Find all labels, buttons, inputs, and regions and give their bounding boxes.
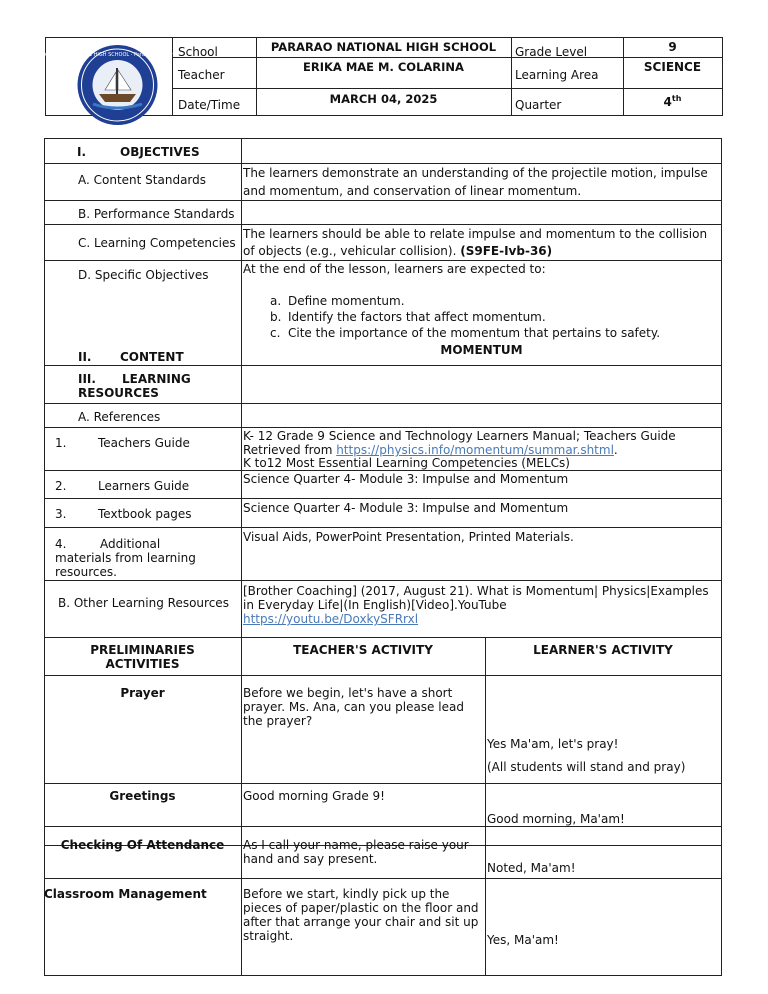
ref-2-value: Science Quarter 4- Module 3: Impulse and Momentum xyxy=(243,472,569,486)
learning-competencies-label: C. Learning Competencies xyxy=(78,236,236,250)
ref-1-line-1: K- 12 Grade 9 Science and Technology Learners Manual; Teachers Guide xyxy=(243,429,676,443)
greetings-label: Greetings xyxy=(109,789,176,803)
learner-activity-heading: LEARNER'S ACTIVITY xyxy=(533,643,673,657)
ref-1-line-3: K to12 Most Essential Learning Competencies (MELCs) xyxy=(243,456,570,470)
content-standards-line-2: and momentum, and conservation of linear momentum. xyxy=(243,184,582,198)
attendance-label: Checking Of Attendance xyxy=(60,838,225,852)
content-value: MOMENTUM xyxy=(440,343,523,357)
learning-competencies-line-1: The learners should be able to relate impulse and momentum to the collision xyxy=(243,227,708,241)
objectives-heading: OBJECTIVES xyxy=(120,145,200,159)
resources-heading-2: RESOURCES xyxy=(78,386,159,400)
teacher-value: ERIKA MAE M. COLARINA xyxy=(303,60,464,74)
specific-objectives-label: D. Specific Objectives xyxy=(78,268,209,282)
classroom-teacher-line-1: Before we start, kindly pick up the xyxy=(243,887,450,901)
grade-value: 9 xyxy=(668,40,677,54)
learning-competencies-line-2: of objects (e.g., vehicular collision). (S9FE-Ivb-36) xyxy=(243,244,553,258)
ref-3-label: Textbook pages xyxy=(98,507,192,521)
prayer-teacher-line-2: prayer. Ms. Ana, can you please lead xyxy=(243,700,464,714)
attendance-teacher-line-2: hand and say present. xyxy=(243,852,378,866)
classroom-management-label: Classroom Management xyxy=(44,887,207,901)
prayer-learner-line-1: Yes Ma'am, let's pray! xyxy=(487,737,619,751)
ref-4-label-2: materials from learning xyxy=(55,551,196,565)
greetings-teacher: Good morning Grade 9! xyxy=(243,789,385,803)
classroom-teacher-line-4: straight. xyxy=(243,929,294,943)
school-label: School xyxy=(178,45,218,59)
attendance-teacher-line-1: As I call your name, please raise your xyxy=(243,838,469,852)
grade-label: Grade Level xyxy=(515,45,588,59)
learning-area-label: Learning Area xyxy=(515,68,599,82)
school-seal-logo xyxy=(41,44,194,126)
preliminaries-heading-2: ACTIVITIES xyxy=(105,657,180,671)
objective-item: Identify the factors that affect momentum. xyxy=(288,310,546,324)
classroom-teacher-line-2: pieces of paper/plastic on the floor and xyxy=(243,901,479,915)
ref-3-number: 3. xyxy=(55,507,67,521)
date-value: MARCH 04, 2025 xyxy=(329,92,438,106)
content-standards-line-1: The learners demonstrate an understanding of the projectile motion, impulse xyxy=(243,166,708,180)
attendance-learner: Noted, Ma'am! xyxy=(487,861,576,875)
objective-item-letter: c. xyxy=(270,326,281,340)
learning-area-value: SCIENCE xyxy=(643,60,702,74)
other-resources-label: B. Other Learning Resources xyxy=(58,596,229,610)
quarter-value: 4th xyxy=(663,94,682,109)
prayer-teacher-line-3: the prayer? xyxy=(243,714,313,728)
specific-objectives-intro: At the end of the lesson, learners are expected to: xyxy=(243,262,546,276)
performance-standards-label: B. Performance Standards xyxy=(78,207,235,221)
content-heading: CONTENT xyxy=(120,350,184,364)
ref-3-value: Science Quarter 4- Module 3: Impulse and Momentum xyxy=(243,501,569,515)
ref-1-number: 1. xyxy=(55,436,67,450)
objectives-number: I. xyxy=(77,145,87,159)
teacher-activity-heading: TEACHER'S ACTIVITY xyxy=(293,643,433,657)
objective-item: Cite the importance of the momentum that pertains to safety. xyxy=(288,326,661,340)
objective-item-letter: a. xyxy=(270,294,282,308)
classroom-learner: Yes, Ma'am! xyxy=(487,933,559,947)
ref-4-value: Visual Aids, PowerPoint Presentation, Printed Materials. xyxy=(243,530,574,544)
ref-1-link[interactable]: https://physics.info/momentum/summar.shtml xyxy=(336,443,614,457)
school-value: PARARAO NATIONAL HIGH SCHOOL xyxy=(270,40,497,54)
ref-4-number: 4. xyxy=(55,537,67,551)
competency-code: (S9FE-Ivb-36) xyxy=(460,244,553,258)
other-resources-line-1: [Brother Coaching] (2017, August 21). What is Momentum| Physics|Examples xyxy=(243,584,709,598)
ref-1-label: Teachers Guide xyxy=(98,436,190,450)
ref-4-label-1: Additional xyxy=(100,537,161,551)
content-number: II. xyxy=(78,350,92,364)
resources-heading-1: LEARNING xyxy=(122,372,191,386)
date-label: Date/Time xyxy=(178,98,241,112)
objective-item: Define momentum. xyxy=(288,294,405,308)
prayer-learner-line-2: (All students will stand and pray) xyxy=(487,760,686,774)
preliminaries-heading-1: PRELIMINARIES xyxy=(90,643,195,657)
content-standards-label: A. Content Standards xyxy=(78,173,207,187)
greetings-learner: Good morning, Ma'am! xyxy=(487,812,625,826)
ref-4-label-3: resources. xyxy=(55,565,117,579)
prayer-teacher-line-1: Before we begin, let's have a short xyxy=(243,686,453,700)
resources-number: III. xyxy=(78,372,96,386)
other-resources-link[interactable]: https://youtu.be/DoxkySFRrxl xyxy=(243,612,419,626)
classroom-teacher-line-3: after that arrange your chair and sit up xyxy=(243,915,479,929)
other-resources-line-2: in Everyday Life|(In English)[Video].YouTube xyxy=(243,598,507,612)
prayer-label: Prayer xyxy=(120,686,165,700)
teacher-label: Teacher xyxy=(178,68,225,82)
ref-1-line-2: Retrieved from https://physics.info/momentum/summar.shtml. xyxy=(243,443,618,457)
objective-item-letter: b. xyxy=(270,310,282,324)
ref-2-number: 2. xyxy=(55,479,67,493)
ref-2-label: Learners Guide xyxy=(98,479,190,493)
quarter-label: Quarter xyxy=(515,98,562,112)
seal-lettering: PARARAO NATIONAL HIGH SCHOOL · Pararao, Camarines Sur xyxy=(41,52,194,58)
references-label: A. References xyxy=(78,410,161,424)
